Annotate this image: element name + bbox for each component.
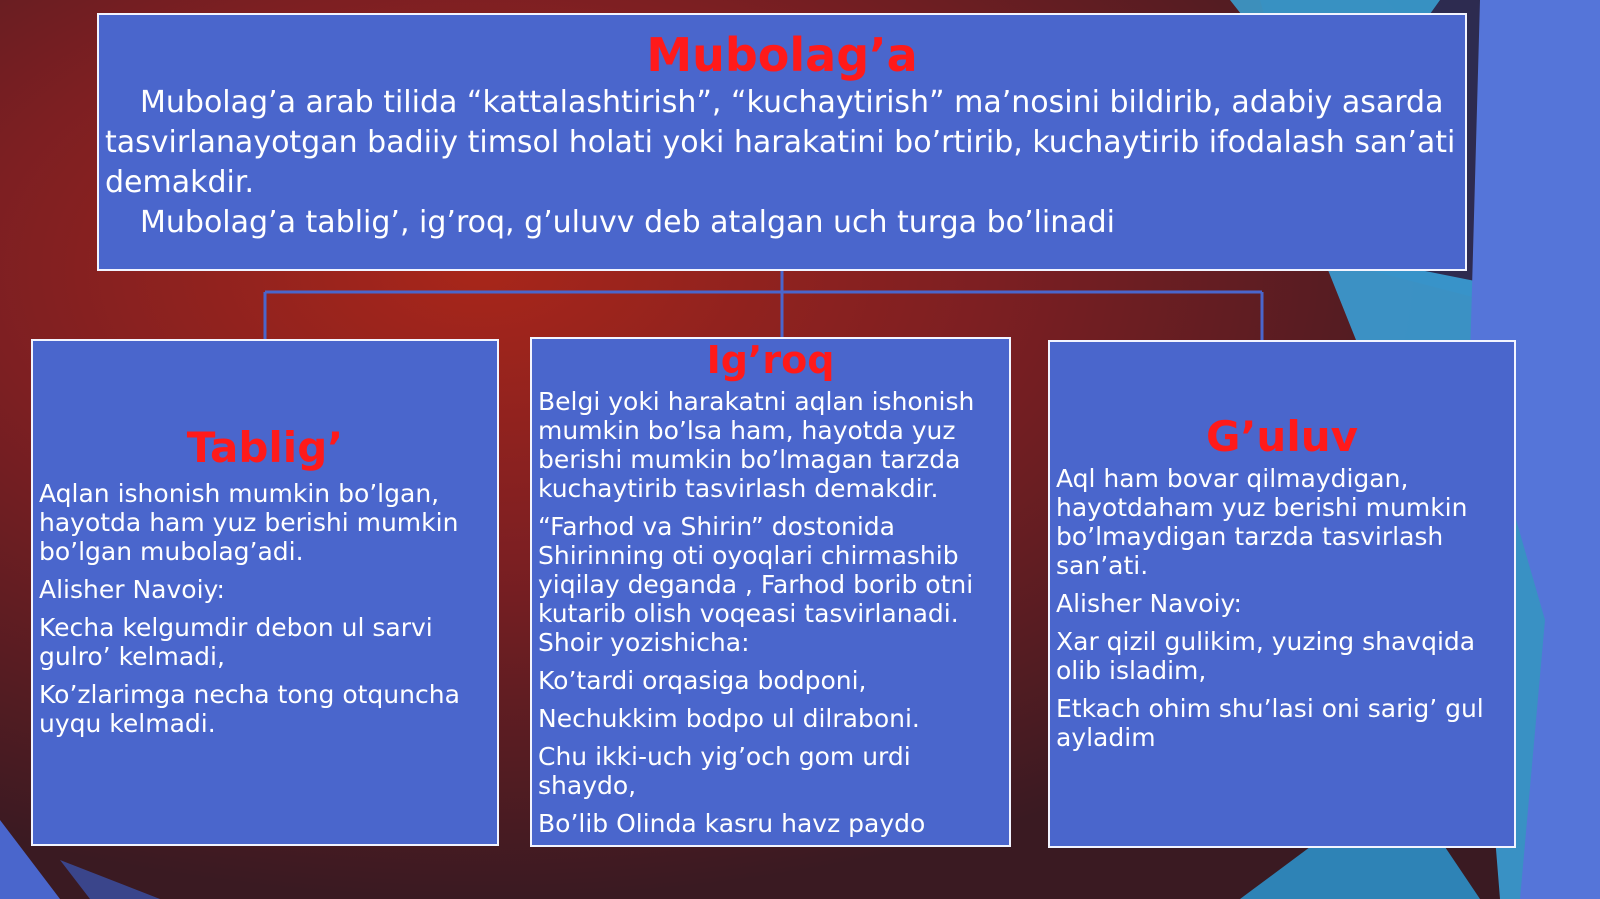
guluv-definition: Aql ham bovar qilmaydigan, hayotdaham yuz berishi mumkin bo’lmaydigan tarzda tasvirlash san’ati. xyxy=(1056,464,1468,580)
main-definition-box xyxy=(97,13,1467,271)
guluv-verse-line-2: Etkach ohim shu’lasi oni sarig’ gul ayladim xyxy=(1056,694,1484,752)
tablig-box xyxy=(31,339,499,846)
igroq-example: “Farhod va Shirin” dostonida Shirinning oti oyoqlari chirmashib yiqilay deganda , Farhod borib otni kutarib olish voqeasi tasvirlanadi. Shoir yozishicha: xyxy=(538,512,974,657)
igroq-definition: Belgi yoki harakatni aqlan ishonish mumkin bo’lsa ham, hayotda yuz berishi mumkin bo’lmagan tarzda kuchaytirib tasvirlash demakdir. xyxy=(538,387,975,503)
guluv-author: Alisher Navoiy: xyxy=(1056,589,1242,618)
igroq-title: Ig’roq xyxy=(706,338,835,382)
igroq-verse-line-2: Nechukkim bodpo ul dilraboni. xyxy=(538,704,920,733)
igroq-verse-line-3: Chu ikki-uch yig’och gom urdi shaydo, xyxy=(538,742,911,800)
main-paragraph-types: Mubolag’a tablig’, ig’roq, g’uluvv deb atalgan uch turga bo’linadi xyxy=(140,205,1115,240)
tablig-definition: Aqlan ishonish mumkin bo’lgan, hayotda ham yuz berishi mumkin bo’lgan mubolag’adi. xyxy=(39,479,459,566)
tablig-verse-line-1: Kecha kelgumdir debon ul sarvi gulro’ kelmadi, xyxy=(39,613,433,671)
tablig-author: Alisher Navoiy: xyxy=(39,575,225,604)
main-paragraph-definition: Mubolag’a arab tilida “kattalashtirish”, “kuchaytirish” ma’nosini bildirib, adabiy asarda tasvirlanayotgan badiiy timsol holati yoki harakatini bo’rtirib, kuchaytirib ifodalash san’ati demakdir. xyxy=(105,85,1456,200)
igroq-verse-line-4: Bo’lib Olinda kasru havz paydo xyxy=(538,809,926,838)
main-title: Mubolag’a xyxy=(646,28,918,82)
tablig-verse-line-2: Ko’zlarimga necha tong otquncha uyqu kelmadi. xyxy=(39,680,460,738)
guluv-title: G’uluv xyxy=(1205,412,1358,461)
guluv-verse-line-1: Xar qizil gulikim, yuzing shavqida olib isladim, xyxy=(1056,627,1476,685)
tablig-title: Tablig’ xyxy=(186,423,344,472)
igroq-verse-line-1: Ko’tardi orqasiga bodponi, xyxy=(538,666,867,695)
guluv-box xyxy=(1048,340,1516,848)
igroq-box xyxy=(530,337,1011,847)
